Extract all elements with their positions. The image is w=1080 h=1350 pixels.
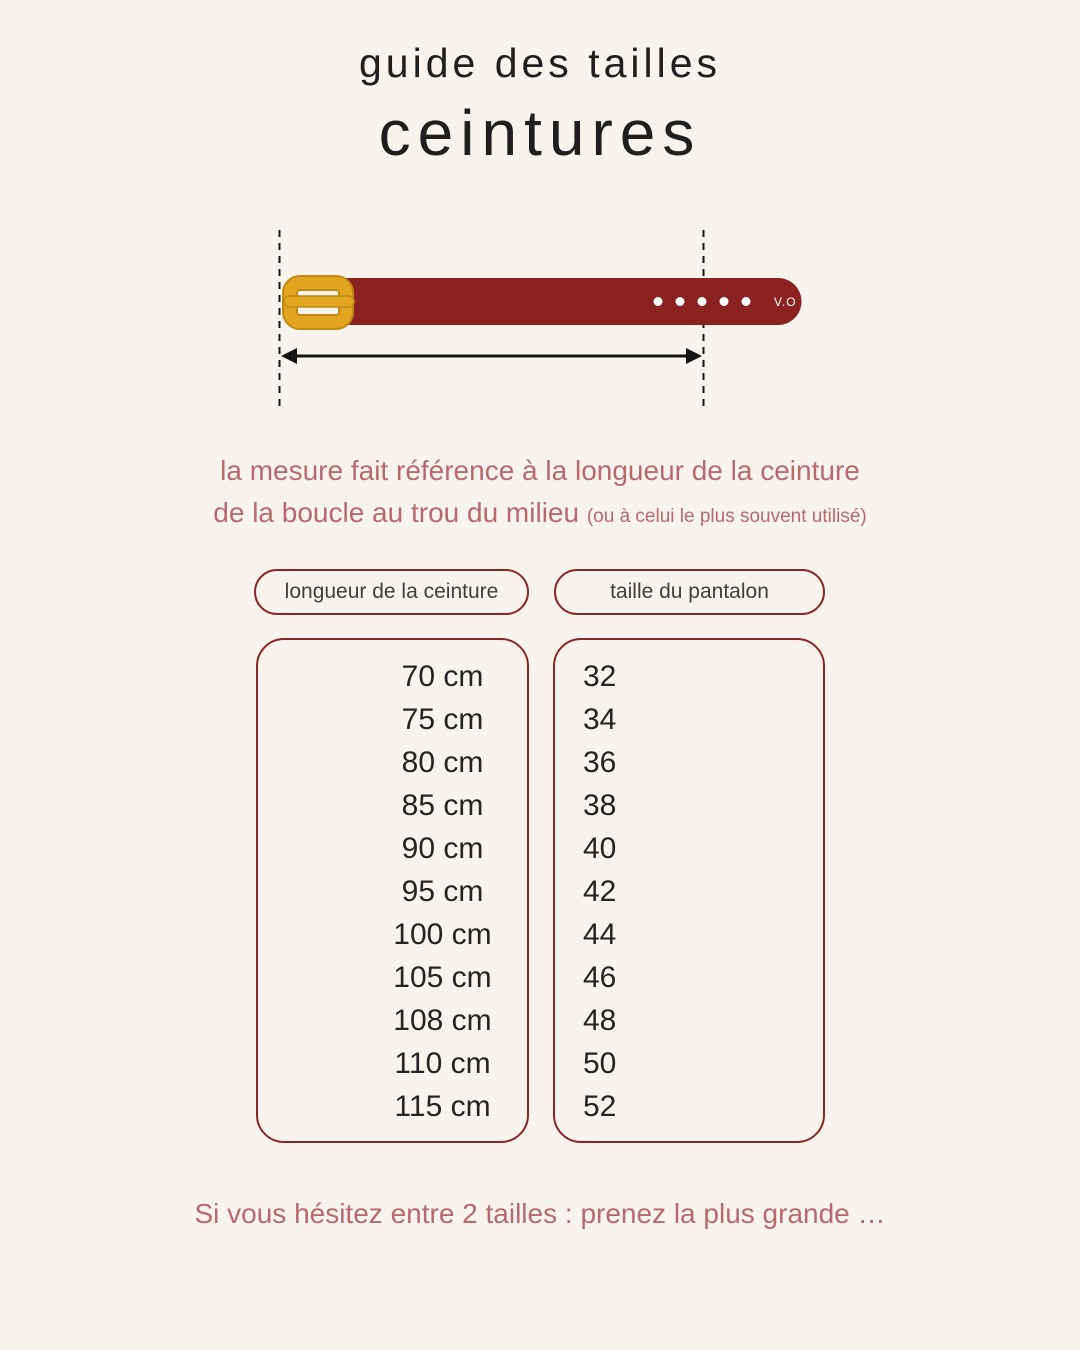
pant-size-value: 40	[583, 832, 617, 865]
size-advice-note: Si vous hésitez entre 2 tailles : prenez la plus grande …	[194, 1198, 886, 1229]
belt-hole-icon	[654, 297, 663, 306]
pant-size-list	[555, 640, 823, 1128]
belt-length-value: 108 cm	[393, 1004, 492, 1037]
belt-hole-icon	[742, 297, 751, 306]
measure-note-line1: la mesure fait référence à la longueur de la ceinture	[220, 455, 860, 486]
belt-buckle-icon	[284, 283, 354, 322]
pant-size-value: 48	[583, 1004, 617, 1037]
measure-note-line2-small: (ou à celui le plus souvent utilisé)	[586, 506, 867, 527]
belt-length-column	[256, 638, 529, 1143]
pant-size-value: 46	[583, 961, 617, 994]
pant-size-column	[553, 638, 825, 1143]
belt-length-value: 80 cm	[401, 746, 484, 779]
belt-length-value: 70 cm	[401, 660, 484, 693]
pant-size-value: 52	[583, 1090, 617, 1123]
belt-strap	[345, 278, 802, 325]
page-title: ceintures	[378, 97, 702, 169]
column-header-pant-size	[554, 569, 825, 615]
belt-hole-icon	[698, 297, 707, 306]
pant-size-value: 38	[583, 789, 617, 822]
belt-length-value: 115 cm	[394, 1090, 491, 1123]
measurement-arrow-icon	[281, 348, 702, 364]
measure-note	[0, 450, 1080, 538]
pant-size-value: 34	[583, 703, 617, 736]
column-header-pant-size-label: taille du pantalon	[610, 580, 769, 603]
column-header-belt-length	[254, 569, 529, 615]
measure-note-line2	[0, 492, 1080, 538]
belt-length-value: 105 cm	[393, 961, 492, 994]
belt-length-value: 85 cm	[401, 789, 484, 822]
belt-length-value: 95 cm	[401, 875, 484, 908]
pant-size-value: 36	[583, 746, 617, 779]
pant-size-value: 32	[583, 660, 617, 693]
belt-length-list	[258, 640, 527, 1128]
belt-length-value: 100 cm	[393, 918, 492, 951]
belt-length-value: 75 cm	[401, 703, 484, 736]
measure-note-line2-main: de la boucle au trou du milieu	[213, 497, 587, 528]
guide-subtitle: guide des tailles	[358, 40, 722, 86]
column-header-belt-length-label: longueur de la ceinture	[284, 580, 499, 603]
belt-hole-icon	[676, 297, 685, 306]
belt-length-value: 110 cm	[394, 1047, 491, 1080]
belt-diagram	[0, 208, 1080, 438]
belt-length-value: 90 cm	[401, 832, 484, 865]
belt-hole-icon	[720, 297, 729, 306]
pant-size-value: 50	[583, 1047, 617, 1080]
pant-size-value: 44	[583, 918, 617, 951]
pant-size-value: 42	[583, 875, 617, 908]
belt-brand-label: V.O	[774, 295, 797, 309]
